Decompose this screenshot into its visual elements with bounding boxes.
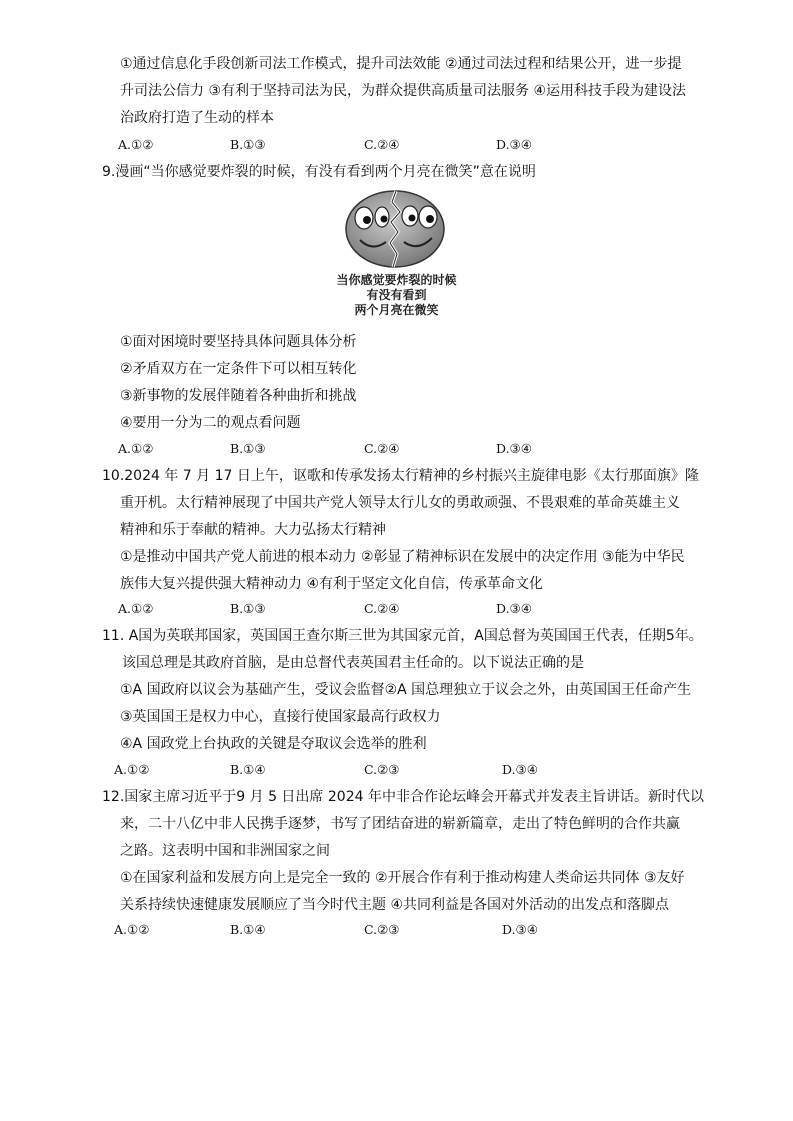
q8-option-c: C.②④ [364,137,400,152]
q9-statement-4: ④要用一分为二的观点看问题 [120,415,301,431]
q11-statement-line-3: ④A 国政党上台执政的关键是夺取议会选举的胜利 [120,736,427,752]
q11-option-a: A.①② [114,762,150,777]
q10-option-a: A.①② [118,601,154,616]
cartoon-caption-line-2: 有没有看到 [366,288,427,302]
q12-option-b: B.①④ [230,922,266,937]
q10-stem-line-2: 重开机。太行精神展现了中国共产党人领导太行儿女的勇敢顽强、不畏艰难的革命英雄主义 [120,495,680,511]
cracked-moon-cartoon-image [340,188,450,270]
q11-statement-line-2: ③英国国王是权力中心，直接行使国家最高行政权力 [120,709,441,725]
q11-option-c: C.②③ [364,762,400,777]
q12-stem-line-2: 来，二十八亿中非人民携手逐梦，书写了团结奋进的崭新篇章，走出了特色鲜明的合作共赢 [120,816,680,832]
q11-stem-line-2: 该国总理是其政府首脑，是由总督代表英国君主任命的。以下说法正确的是 [122,655,584,671]
q8-statement-line-1: ①通过信息化手段创新司法工作模式，提升司法效能 ②通过司法过程和结果公开，进一步提 [120,56,682,72]
q10-statement-line-2: 族伟大复兴提供强大精神动力 ④有利于坚定文化自信，传承革命文化 [120,576,543,592]
q8-option-d: D.③④ [496,137,532,152]
cartoon-caption-line-1: 当你感觉要炸裂的时候 [336,273,457,287]
q10-statement-line-1: ①是推动中国共产党人前进的根本动力 ②彰显了精神标识在发展中的决定作用 ③能为中华民 [120,549,685,565]
q10-option-c: C.②④ [364,601,400,616]
q12-option-c: C.②③ [364,922,400,937]
q11-stem-line-1: 11. A国为英联邦国家，英国国王查尔斯三世为其国家元首，A国总督为英国国王代表，任期5年。 [102,628,703,644]
q9-statement-3: ③新事物的发展伴随着各种曲折和挑战 [120,388,357,404]
q8-statement-line-3: 治政府打造了生动的样本 [120,110,274,126]
q10-stem-line-1: 10.2024 年 7 月 17 日上午，讴歌和传承发扬太行精神的乡村振兴主旋律电影《太行那面旗》隆 [102,468,699,484]
q12-statement-line-2: 关系持续快速健康发展顺应了当今时代主题 ④共同利益是各国对外活动的出发点和落脚点 [120,897,669,913]
q9-option-a: A.①② [118,441,154,456]
q11-option-b: B.①④ [230,762,266,777]
q9-statement-2: ②矛盾双方在一定条件下可以相互转化 [120,361,357,377]
q12-statement-line-1: ①在国家利益和发展方向上是完全一致的 ②开展合作有利于推动构建人类命运共同体 ③友好 [120,870,685,886]
q12-option-a: A.①② [114,922,150,937]
q10-option-b: B.①③ [230,601,266,616]
q12-option-d: D.③④ [502,922,538,937]
q9-option-d: D.③④ [496,441,532,456]
q11-statement-line-1: ①A 国政府以议会为基础产生，受议会监督②A 国总理独立于议会之外，由英国国王任命产生 [120,682,692,698]
cartoon-caption-line-3: 两个月亮在微笑 [354,303,439,317]
q9-option-c: C.②④ [364,441,400,456]
q9-statement-1: ①面对困境时要坚持具体问题具体分析 [120,334,357,350]
q8-statement-line-2: 升司法公信力 ③有利于坚持司法为民，为群众提供高质量司法服务 ④运用科技手段为建设法 [120,83,686,99]
q10-stem-line-3: 精神和乐于奉献的精神。大力弘扬太行精神 [120,522,386,538]
q10-option-d: D.③④ [496,601,532,616]
q12-stem-line-1: 12.国家主席习近平于9 月 5 日出席 2024 年中非合作论坛峰会开幕式并发表主旨讲话。新时代以 [102,789,704,805]
q9-stem: 9.漫画“当你感觉要炸裂的时候，有没有看到两个月亮在微笑”意在说明 [102,164,536,180]
q8-option-a: A.①② [118,137,154,152]
q9-option-b: B.①③ [230,441,266,456]
q11-option-d: D.③④ [502,762,538,777]
q8-option-b: B.①③ [230,137,266,152]
q12-stem-line-3: 之路。这表明中国和非洲国家之间 [120,843,330,859]
